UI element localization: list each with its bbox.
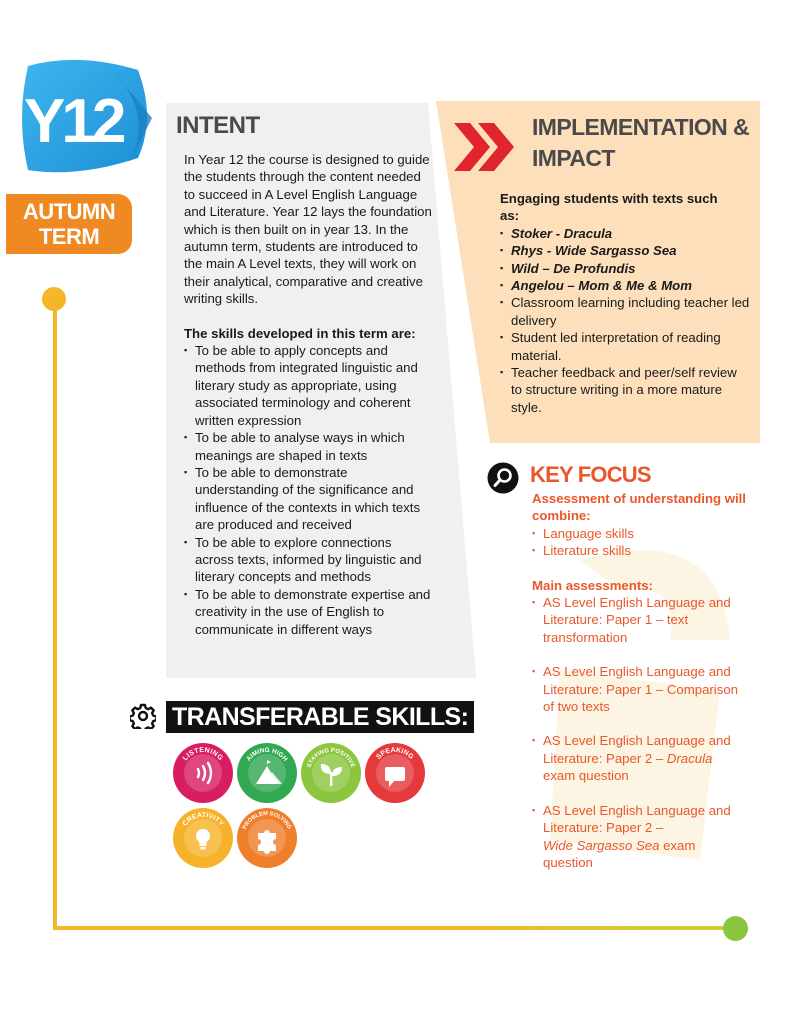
badge-listening: [172, 742, 234, 804]
badge-label: CREATIVITY: [181, 811, 225, 828]
implementation-title: [532, 112, 772, 174]
list-item: ▪ To be able to analyse ways in which meanings are shaped in texts: [184, 429, 432, 464]
list-item: ▪ To be able to demonstrate understanding of the significance and influence of the contexts in which texts are produced and received: [184, 464, 432, 534]
transferable-skills-title: TRANSFERABLE SKILLS:: [166, 701, 474, 733]
magnifier-icon: [487, 462, 519, 494]
timeline-vertical: [53, 298, 57, 930]
list-item: ▪ Student led interpretation of reading material.: [500, 329, 750, 364]
list-item: ▪ Literature skills: [532, 542, 747, 559]
main-assessments-heading: Main assessments:: [532, 577, 653, 593]
list-item: ▪ Stoker - Dracula: [500, 225, 750, 242]
badge-label: STAYING POSITIVE: [306, 747, 356, 769]
list-item: ▪ AS Level English Language and Literature: Paper 2 – Wide Sargasso Sea exam question: [532, 802, 747, 872]
double-chevron-icon: [452, 117, 518, 177]
badge-label: SPEAKING: [375, 746, 415, 761]
implementation-body: [500, 190, 750, 416]
list-item: ▪ Wild – De Profundis: [500, 260, 750, 277]
year-badge: [18, 58, 153, 178]
badge-label: PROBLEM SOLVING: [241, 810, 293, 831]
timeline-start-dot: [42, 287, 66, 311]
implementation-lead-line-2: as:: [500, 208, 520, 224]
term-line-1: AUTUMN: [22, 199, 116, 224]
badge-label: AIMING HIGH: [245, 746, 289, 763]
term-line-2: TERM: [38, 224, 100, 249]
term-badge: [6, 194, 132, 254]
list-item: ▪ Language skills: [532, 525, 747, 542]
list-item: ▪ AS Level English Language and Literature: Paper 1 – text transformation: [532, 594, 747, 646]
list-item: ▪ To be able to demonstrate expertise and creativity in the use of English to communicate in different ways: [184, 586, 432, 638]
list-item: ▪ To be able to apply concepts and methods from integrated linguistic and literary study as appropriate, using associated terminology and coherent written expression: [184, 342, 432, 429]
assessment-heading: Assessment of understanding will combine:: [532, 491, 746, 524]
intent-title: INTENT: [176, 112, 260, 139]
badge-aiming-high: [236, 742, 298, 804]
list-item: ▪ Teacher feedback and peer/self review to structure writing in a more mature style.: [500, 364, 750, 416]
badge-speaking: [364, 742, 426, 804]
badge-label: LISTENING: [181, 746, 225, 763]
implementation-lead-line-1: Engaging students with texts such: [500, 191, 718, 206]
implementation-title-line-1: IMPLEMENTATION &: [532, 114, 749, 140]
intent-paragraph: In Year 12 the course is designed to guide the students through the content needed to succeed in A Level English Language and Literature. Year 12 lays the foundation which is then built on in year 13. In the autumn term, students are introduced to the main A Level texts, they will work on their analytical, comparative and creative writing skills.: [184, 152, 432, 307]
implementation-title-line-2: IMPACT: [532, 145, 615, 171]
skills-heading: The skills developed in this term are:: [184, 325, 416, 341]
gear-icon: [130, 703, 156, 729]
list-item: ▪ To be able to explore connections across texts, informed by linguistic and literary concepts and methods: [184, 534, 432, 586]
list-item: ▪ Classroom learning including teacher led delivery: [500, 294, 750, 329]
timeline-end-dot: [723, 916, 748, 941]
list-item: ▪ AS Level English Language and Literature: Paper 1 – Comparison of two texts: [532, 663, 747, 715]
badge-staying-positive: [300, 742, 362, 804]
key-focus-title: KEY FOCUS: [530, 462, 651, 487]
intent-body: [184, 151, 432, 638]
assessments-list: [532, 594, 747, 871]
skills-list: [184, 342, 432, 638]
texts-list: [500, 225, 750, 416]
key-focus-body: [532, 490, 747, 871]
badge-creativity: [172, 807, 234, 869]
list-item: ▪ Rhys - Wide Sargasso Sea: [500, 242, 750, 259]
timeline-horizontal: [53, 926, 735, 930]
year-label: Y12: [24, 87, 123, 156]
list-item: ▪ Angelou – Mom & Me & Mom: [500, 277, 750, 294]
list-item: ▪ AS Level English Language and Literature: Paper 2 – Dracula exam question: [532, 732, 747, 784]
combine-list: [532, 525, 747, 560]
badge-problem-solving: [236, 807, 298, 869]
